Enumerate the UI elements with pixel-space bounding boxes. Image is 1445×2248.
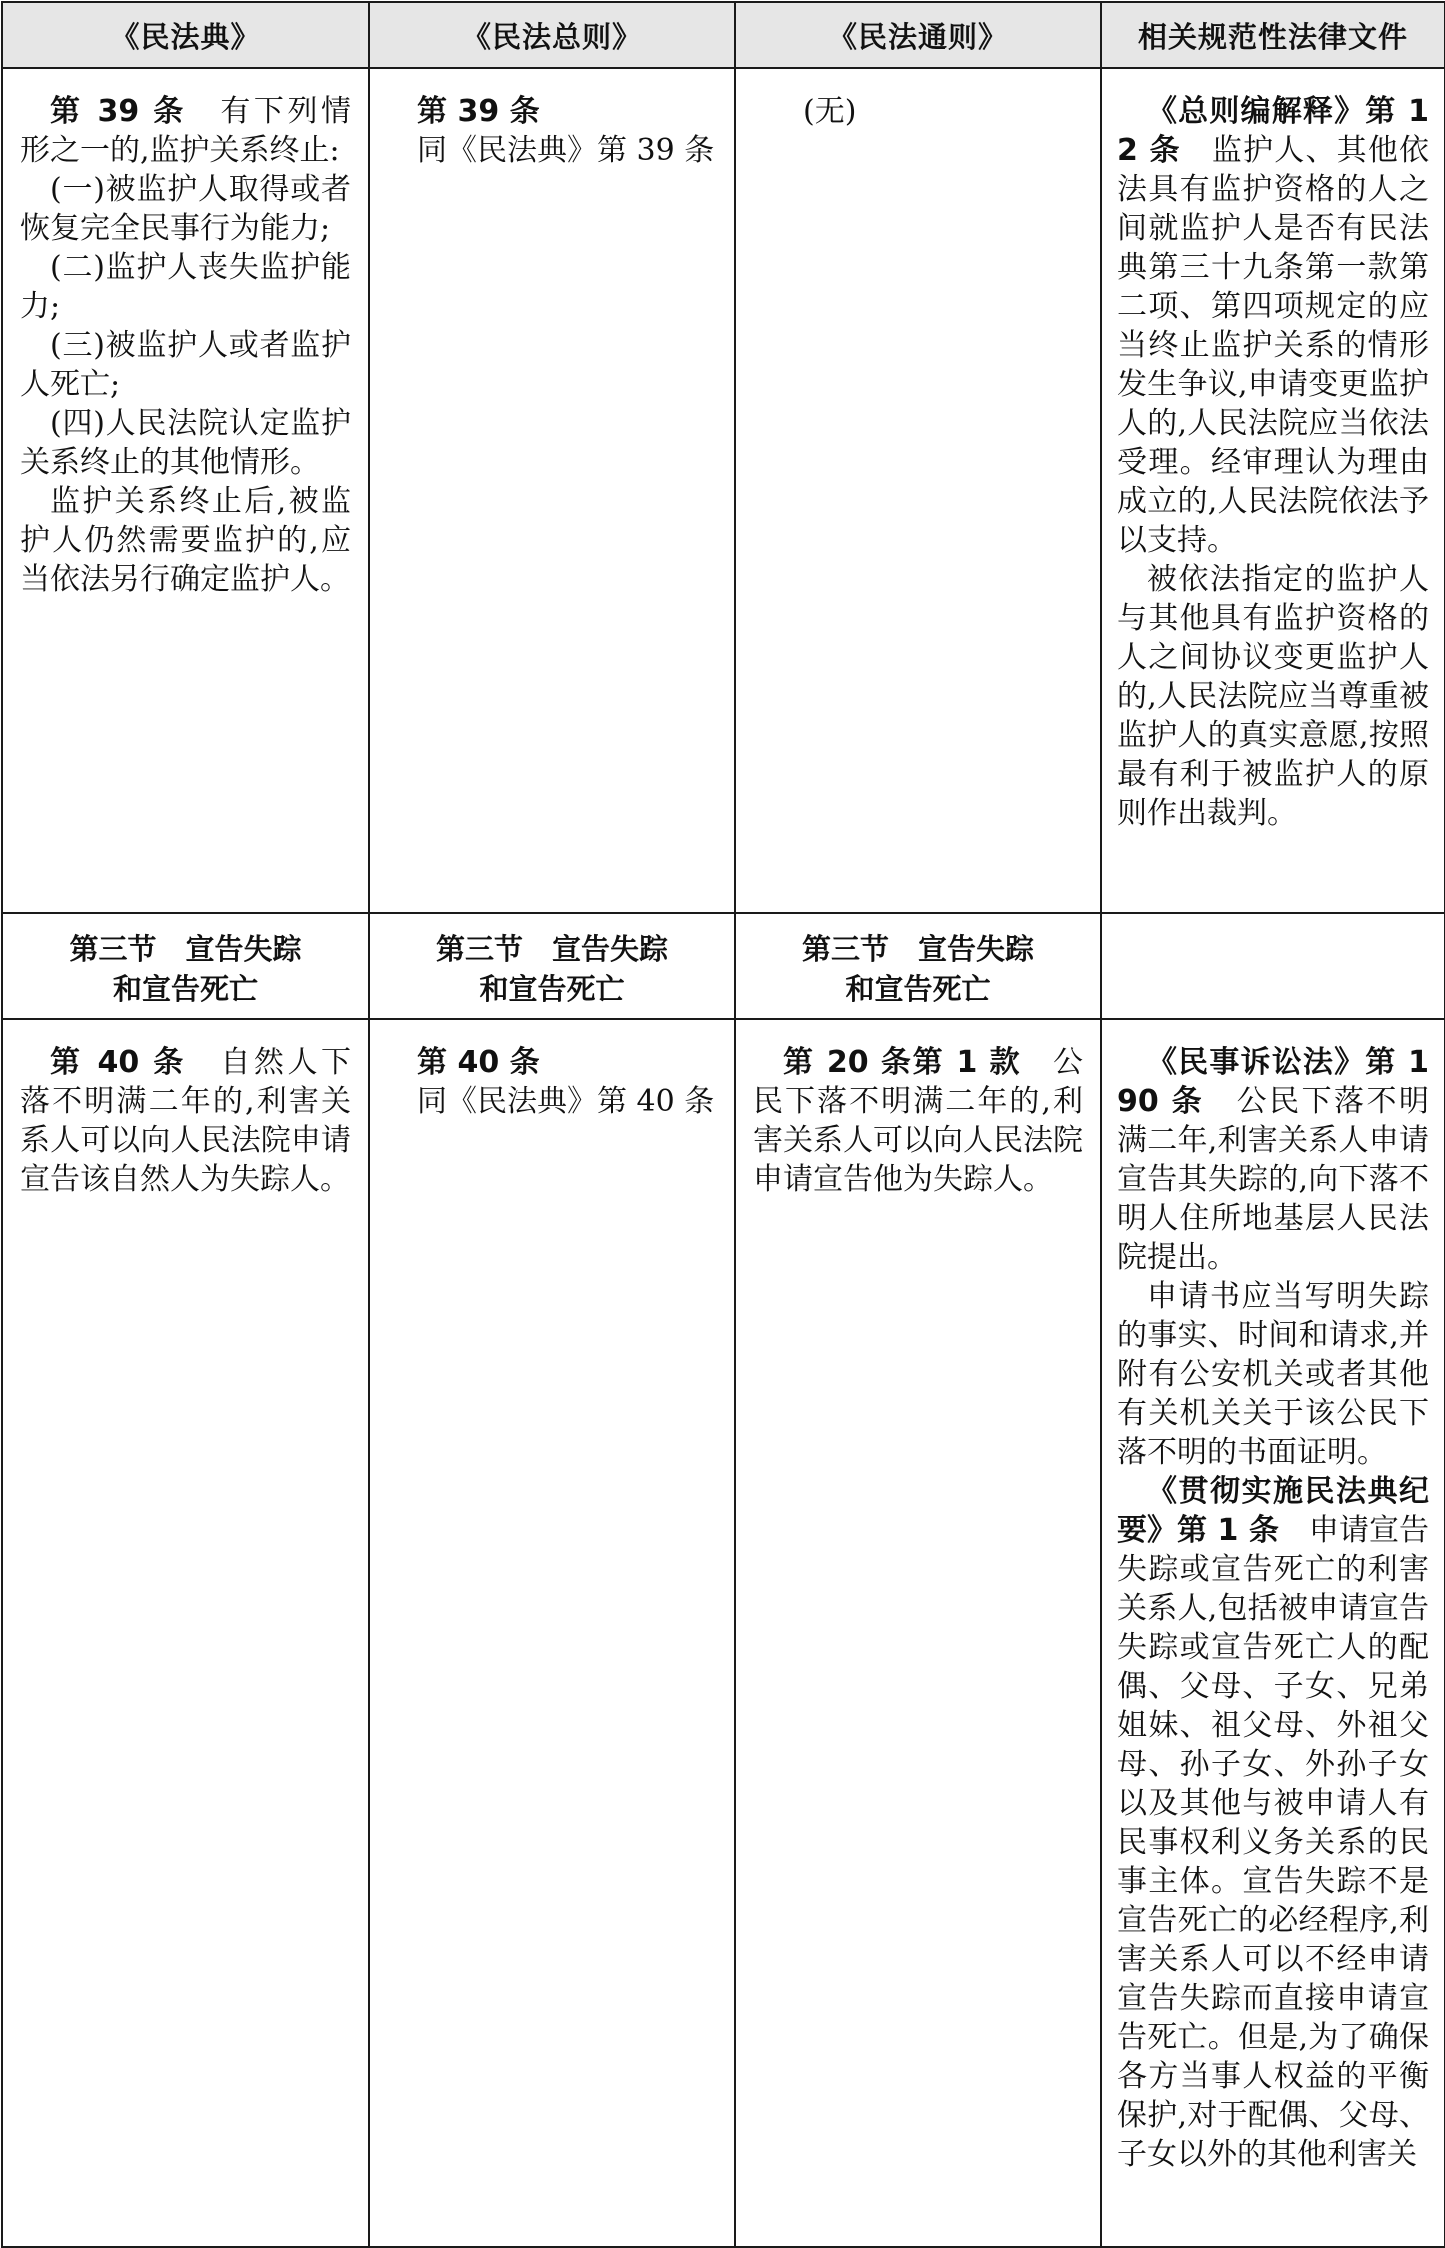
related-paragraph: [1117, 1043, 1429, 1277]
related-paragraph: [1117, 1472, 1429, 2174]
section-heading-cell: [369, 913, 735, 1019]
section-heading-cell: [2, 913, 369, 1019]
article-20-text: [753, 1043, 1083, 1199]
header-general-provisions: 《民法总则》: [369, 2, 735, 68]
article-text: 公民下落不明满二年的,利害关系人可以向人民法院申请宣告他为失踪人。: [753, 1045, 1083, 1197]
article-text: 自然人下落不明满二年的,利害关系人可以向人民法院申请宣告该自然人为失踪人。: [20, 1045, 352, 1197]
article-40-row: [2, 1019, 1445, 2247]
article-39-row: [2, 68, 1445, 913]
clause-item: (二)监护人丧失监护能力;: [20, 250, 351, 324]
article-text: 有下列情形之一的,监护关系终止:: [20, 94, 352, 168]
article-text: 同《民法典》第 39 条: [417, 133, 715, 168]
article-39-intro: [20, 92, 351, 170]
related-text: 申请宣告失踪或宣告死亡的利害关系人,包括被申请宣告失踪或宣告死亡人的配偶、父母、子女、兄弟姐妹、祖父母、外祖父母、孙子女、外孙子女以及其他与被申请人有民事权利义务关系的民事主体。宣告失踪不是宣告死亡的必经程序,利害关系人可以不经申请宣告失踪而直接申请宣告死亡。但是,为了确保各方当事人权益的平衡保护,对于配偶、父母、子女以外的其他利害关: [1117, 1513, 1429, 2172]
source-label: 《贯彻实施民法典纪要》第 1 条: [1117, 1474, 1429, 1548]
empty-cell: [1101, 913, 1445, 1019]
civil-code-cell: [2, 68, 369, 913]
general-principles-cell: [735, 68, 1101, 913]
law-comparison-table: [1, 1, 1445, 2248]
general-principles-cell: [735, 1019, 1101, 2247]
article-label: 第 40 条: [50, 1045, 187, 1080]
related-documents-cell: [1101, 1019, 1445, 2247]
related-documents-cell: [1101, 68, 1445, 913]
related-text: 监护人、其他依法具有监护资格的人之间就监护人是否有民法典第三十九条第一款第二项、第四项规定的应当终止监护关系的情形发生争议,申请变更监护人的,人民法院应当依法受理。经审理认为理由成立的,人民法院依法予以支持。: [1117, 133, 1430, 558]
article-40-text: [20, 1043, 351, 1199]
header-civil-code: 《民法典》: [2, 2, 369, 68]
general-provisions-cell: [369, 1019, 735, 2247]
header-general-principles: 《民法通则》: [735, 2, 1101, 68]
source-label: 《民事诉讼法》第 190 条: [1117, 1045, 1429, 1119]
article-39-closing: 监护关系终止后,被监护人仍然需要监护的,应当依法另行确定监护人。: [20, 484, 351, 597]
section-title-line2: 和宣告死亡: [845, 972, 991, 1006]
none-text: (无): [803, 94, 857, 129]
section-title-line2: 和宣告死亡: [479, 972, 625, 1006]
general-provisions-cell: [369, 68, 735, 913]
section-title-line1: 第三节 宣告失踪: [435, 932, 668, 966]
section-title-line1: 第三节 宣告失踪: [801, 932, 1034, 966]
related-text: 公民下落不明满二年,利害关系人申请宣告其失踪的,向下落不明人住所地基层人民法院提出。: [1117, 1084, 1430, 1275]
section-title-line2: 和宣告死亡: [112, 972, 258, 1006]
header-row: [2, 2, 1445, 68]
article-text: 同《民法典》第 40 条: [417, 1084, 715, 1119]
source-label: 《总则编解释》第 12 条: [1117, 94, 1429, 168]
section-title-line1: 第三节 宣告失踪: [69, 932, 302, 966]
article-label: 第 40 条: [417, 1045, 540, 1080]
related-paragraph: [1117, 92, 1429, 560]
clause-item: (四)人民法院认定监护关系终止的其他情形。: [20, 406, 351, 480]
article-label: 第 20 条第 1 款: [783, 1045, 1022, 1080]
related-paragraph: 申请书应当写明失踪的事实、时间和请求,并附有公安机关或者其他有关机关关于该公民下落不明的书面证明。: [1117, 1279, 1429, 1470]
clause-item: (一)被监护人取得或者恢复完全民事行为能力;: [20, 172, 351, 246]
article-label: 第 39 条: [50, 94, 187, 129]
section-row: [2, 913, 1445, 1019]
section-heading-cell: [735, 913, 1101, 1019]
header-related-documents: 相关规范性法律文件: [1101, 2, 1445, 68]
civil-code-cell: [2, 1019, 369, 2247]
clause-item: (三)被监护人或者监护人死亡;: [20, 328, 351, 402]
article-label: 第 39 条: [417, 94, 540, 129]
related-paragraph: 被依法指定的监护人与其他具有监护资格的人之间协议变更监护人的,人民法院应当尊重被监护人的真实意愿,按照最有利于被监护人的原则作出裁判。: [1117, 562, 1429, 831]
